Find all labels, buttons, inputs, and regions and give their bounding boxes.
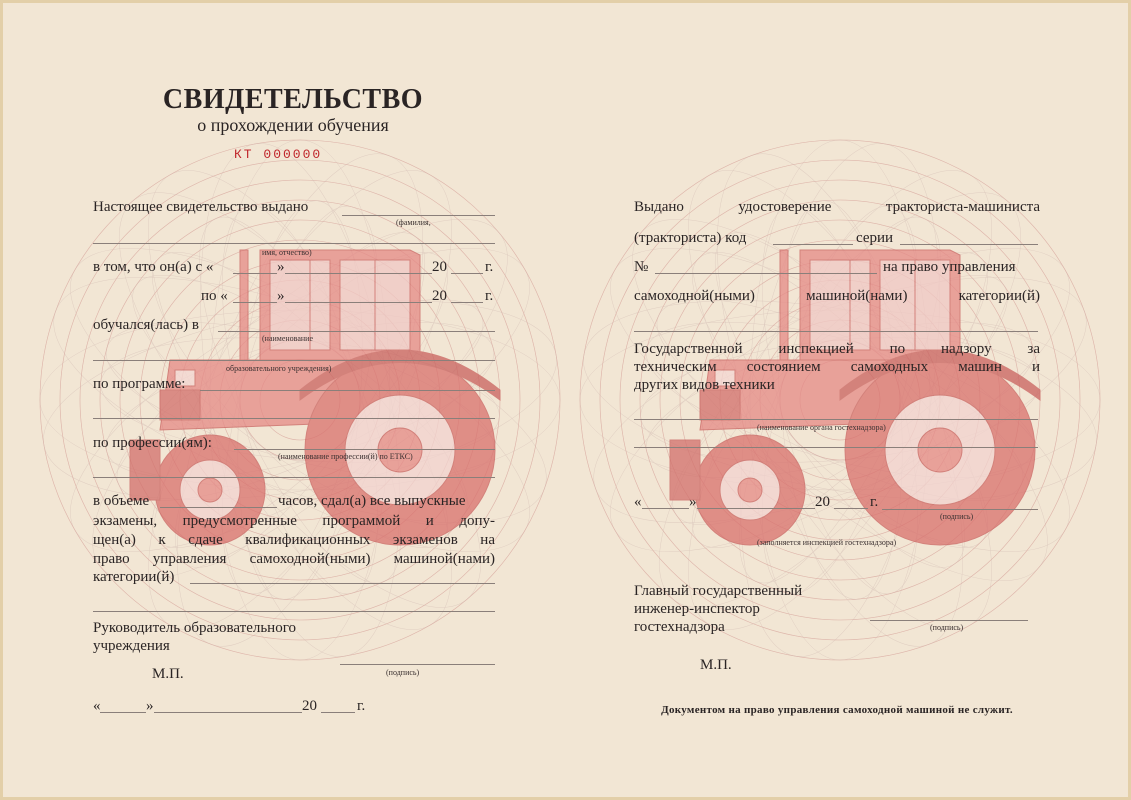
inspection-line-3: других видов техники <box>634 377 775 393</box>
to-year-line <box>451 302 483 303</box>
stamp-place-left: М.П. <box>152 666 184 682</box>
issued-license-line-1: Выдано удостоверение тракториста-машиниста <box>634 199 1040 215</box>
head-title-line-2: учреждения <box>93 638 170 654</box>
volume-suffix: часов, сдал(а) все выпускные <box>278 493 466 509</box>
name-line <box>93 243 495 244</box>
hint-signature-left: (подпись) <box>386 668 420 677</box>
from-month-line <box>285 273 432 274</box>
inspection-line-2: техническим состоянием самоходных машин и <box>634 359 1040 375</box>
inspector-signature-line <box>882 509 1038 510</box>
category-text: самоходной(ными) машиной(нами) категории(й) <box>634 288 1040 304</box>
hint-name-of: (наименование <box>262 334 314 343</box>
date-close-left: » <box>146 698 154 714</box>
volume-label: в объеме <box>93 493 150 509</box>
date-year-line-left <box>321 712 355 713</box>
right-to-drive-label: на право управления <box>883 259 1016 275</box>
hours-line <box>160 507 277 508</box>
certificate-subtitle: о прохождении обучения <box>197 115 389 135</box>
hint-edu: образовательного учреждения) <box>226 364 332 373</box>
stamp-place-right: М.П. <box>700 657 732 673</box>
date-open-left: « <box>93 698 101 714</box>
from-year-line <box>451 273 483 274</box>
from-year-prefix: 20 <box>432 259 447 275</box>
chief-title-line-1: Главный государственный <box>634 583 803 599</box>
to-day-line <box>233 302 277 303</box>
to-quote-close: » <box>277 288 285 304</box>
serial-number: КТ 000000 <box>234 147 323 162</box>
chief-signature-line <box>870 620 1028 621</box>
category-line-right <box>634 331 1038 332</box>
to-year-suffix: г. <box>485 288 494 304</box>
inspection-line-1: Государственной инспекцией по надзору за <box>634 341 1040 357</box>
organ-line <box>634 419 1038 420</box>
from-day-line <box>233 273 277 274</box>
date-suffix-right: г. <box>870 494 879 510</box>
date-open-right: « <box>634 494 642 510</box>
institution-line <box>93 360 495 361</box>
profession-label: по профессии(ям): <box>93 435 212 451</box>
chief-title-line-2: инженер-инспектор <box>634 601 760 617</box>
hint-profession: (наименование профессии(й) по ЕТКС) <box>278 452 413 461</box>
hint-organ: (наименование органа гостехнадзора) <box>757 423 886 432</box>
date-close-right: » <box>689 494 697 510</box>
hint-filled-by: (заполняется инспекцией гостехнадзора) <box>757 538 897 547</box>
date-month-line-left <box>154 712 302 713</box>
exam-text-line-2: экзамены, предусмотренные программой и допу- <box>93 513 495 529</box>
issued-to-line <box>342 215 495 216</box>
program-label: по программе: <box>93 376 186 392</box>
exam-text-line-5: категории(й) <box>93 569 175 585</box>
period-from-label: в том, что он(а) с « <box>93 259 214 275</box>
organ-line-2 <box>634 447 1038 448</box>
certificate-title: СВИДЕТЕЛЬСТВО <box>162 84 424 115</box>
studied-at-label: обучался(лась) в <box>93 317 199 333</box>
series-label: серии <box>856 230 894 246</box>
date-year-right: 20 <box>815 494 830 510</box>
number-sign: № <box>634 259 649 275</box>
date-year-left: 20 <box>302 698 317 714</box>
from-quote-close: » <box>277 259 285 275</box>
footer-disclaimer: Документом на право управления самоходной машиной не служит. <box>661 704 1013 716</box>
code-line <box>773 244 853 245</box>
period-to-label: по « <box>201 288 228 304</box>
to-year-prefix: 20 <box>432 288 447 304</box>
exam-text-line-4: право управления самоходной(ными) машиной(нами) <box>93 551 495 567</box>
hint-surname: (фамилия, <box>396 218 431 227</box>
program-line-2 <box>93 418 495 419</box>
date-year-line-right <box>834 508 868 509</box>
date-day-line-left <box>100 712 146 713</box>
from-year-suffix: г. <box>485 259 494 275</box>
date-suffix-left: г. <box>357 698 366 714</box>
issued-to-label: Настоящее свидетельство выдано <box>93 199 309 215</box>
series-line <box>900 244 1038 245</box>
chief-title-line-3: гостехнадзора <box>634 619 725 635</box>
to-month-line <box>285 302 432 303</box>
date-day-line-right <box>642 508 689 509</box>
profession-line-2 <box>93 477 495 478</box>
profession-line <box>234 449 495 450</box>
category-line-2 <box>93 611 495 612</box>
head-title-line-1: Руководитель образовательного <box>93 620 296 636</box>
head-signature-line <box>340 664 495 665</box>
category-line <box>190 583 495 584</box>
number-line <box>655 273 877 274</box>
date-month-line-right <box>697 508 815 509</box>
hint-name: имя, отчество) <box>262 248 312 257</box>
code-label: (тракториста) код <box>634 230 747 246</box>
exam-text-line-3: щен(а) к сдаче квалификационных экзаменов на <box>93 532 495 548</box>
hint-signature-chief: (подпись) <box>930 623 964 632</box>
studied-at-line <box>218 331 495 332</box>
hint-signature-right: (подпись) <box>940 512 974 521</box>
program-line <box>200 390 495 391</box>
